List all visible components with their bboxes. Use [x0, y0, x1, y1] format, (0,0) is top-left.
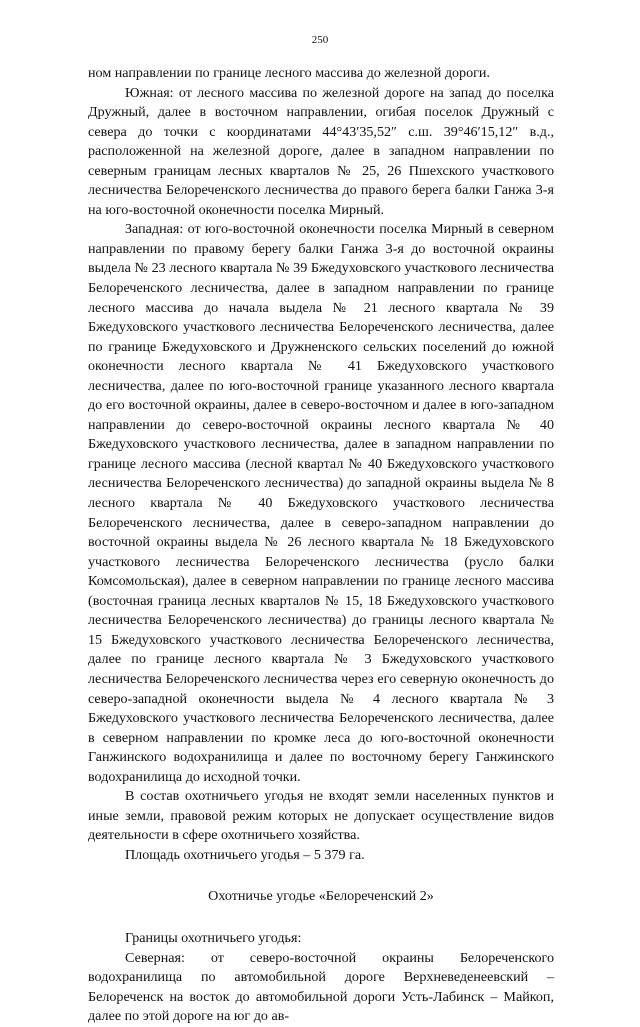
paragraph-area: Площадь охотничьего угодья – 5 379 га.: [125, 846, 365, 863]
paragraph-continuation: ном направлении по границе лесного массива до железной дороги.: [88, 65, 490, 81]
section-heading: Охотничье угодье «Белореченский 2»: [208, 888, 434, 905]
paragraph-western-border: Западная: от юго-восточной оконечности поселка Мирный в северном направлении по правому берегу балки Ганжа 3-я до восточной окраины выдела № 23 лесного квартала № 39 Бжедуховского участкового лесничества Белореченского лесничества, далее в западном направлении по границе лесного массива до начала выдела № 21 лесного квартала № 39 Бжедуховского участкового лесничества Белореченского лесничества, далее по границе Бжедуховского и Дружненского сельских поселений до южной оконечности лесного квартала № 41 Бжедуховского участкового лесничества, далее по юго-восточной границе указанного лесного квартала до его восточной окраины, далее в северо-восточном и далее в юго-западном направлении до северо-восточной окраины лесного квартала № 40 Бжедуховского участкового лесничества, далее в западном направлении по границе лесного массива (лесной квартал № 40 Бжедуховского участкового лесничества Белореченского лесничества) до западной окраины выдела № 8 лесного квартала № 40 Бжедуховского участкового лесничества Белореченского лесничества, далее в северо-западном направлении до восточной окраины выдела № 26 лесного квартала № 18 Бжедуховского участкового лесничества Белореченского лесничества (русло балки Комсомольская), далее в северном направлении по границе лесного массива (восточная граница лесных кварталов № 15, 18 Бжедуховского участкового лесничества Белореченского лесничества) до границы лесного квартала № 15 Бжедуховского участкового лесничества Белореченского лесничества, далее по границе лесного квартала № 3 Бжедуховского участкового лесничества Белореченского лесничества через его северную оконечность до северо-западной оконечности выдела № 4 лесного квартала № 3 Бжедуховского участкового лесничества Белореченского лесничества, далее в северном направлении по кромке леса до юго-восточной оконечности Ганжинского водохранилища и далее по восточному берегу Ганжинского водохранилища до исходной точки.: [88, 221, 554, 785]
page-number: 250: [311, 34, 329, 46]
paragraph-excluded-lands: В состав охотничьего угодья не входят земли населенных пунктов и иные земли, правовой режим которых не допускает осуществление видов деятельности в сфере охотничьего хозяйства.: [88, 788, 554, 844]
paragraph-northern-border: Северная: от северо-восточной окраины Белореченского водохранилища по автомобильной дороге Верхневеденеевский – Белореченск на восток до автомобильной дороги Усть-Лабинск – Майкоп, далее по этой дороге на юг до ав-: [88, 949, 554, 1025]
document-body: [88, 64, 554, 1027]
paragraph-borders-label: Границы охотничьего угодья:: [125, 929, 302, 946]
paragraph-southern-border: Южная: от лесного массива по железной дороге на запад до поселка Дружный, далее в восточном направлении, огибая поселок Дружный с севера до точки с координатами 44°43′35,52″ с.ш. 39°46′15,12″ в.д., расположенной на железной дороге, далее в западном направлении по северным границам лесных кварталов № 25, 26 Пшехского участкового лесничества Белореченского лесничества до правого берега балки Ганжа 3-я на юго-восточной оконечности поселка Мирный.: [88, 84, 554, 218]
